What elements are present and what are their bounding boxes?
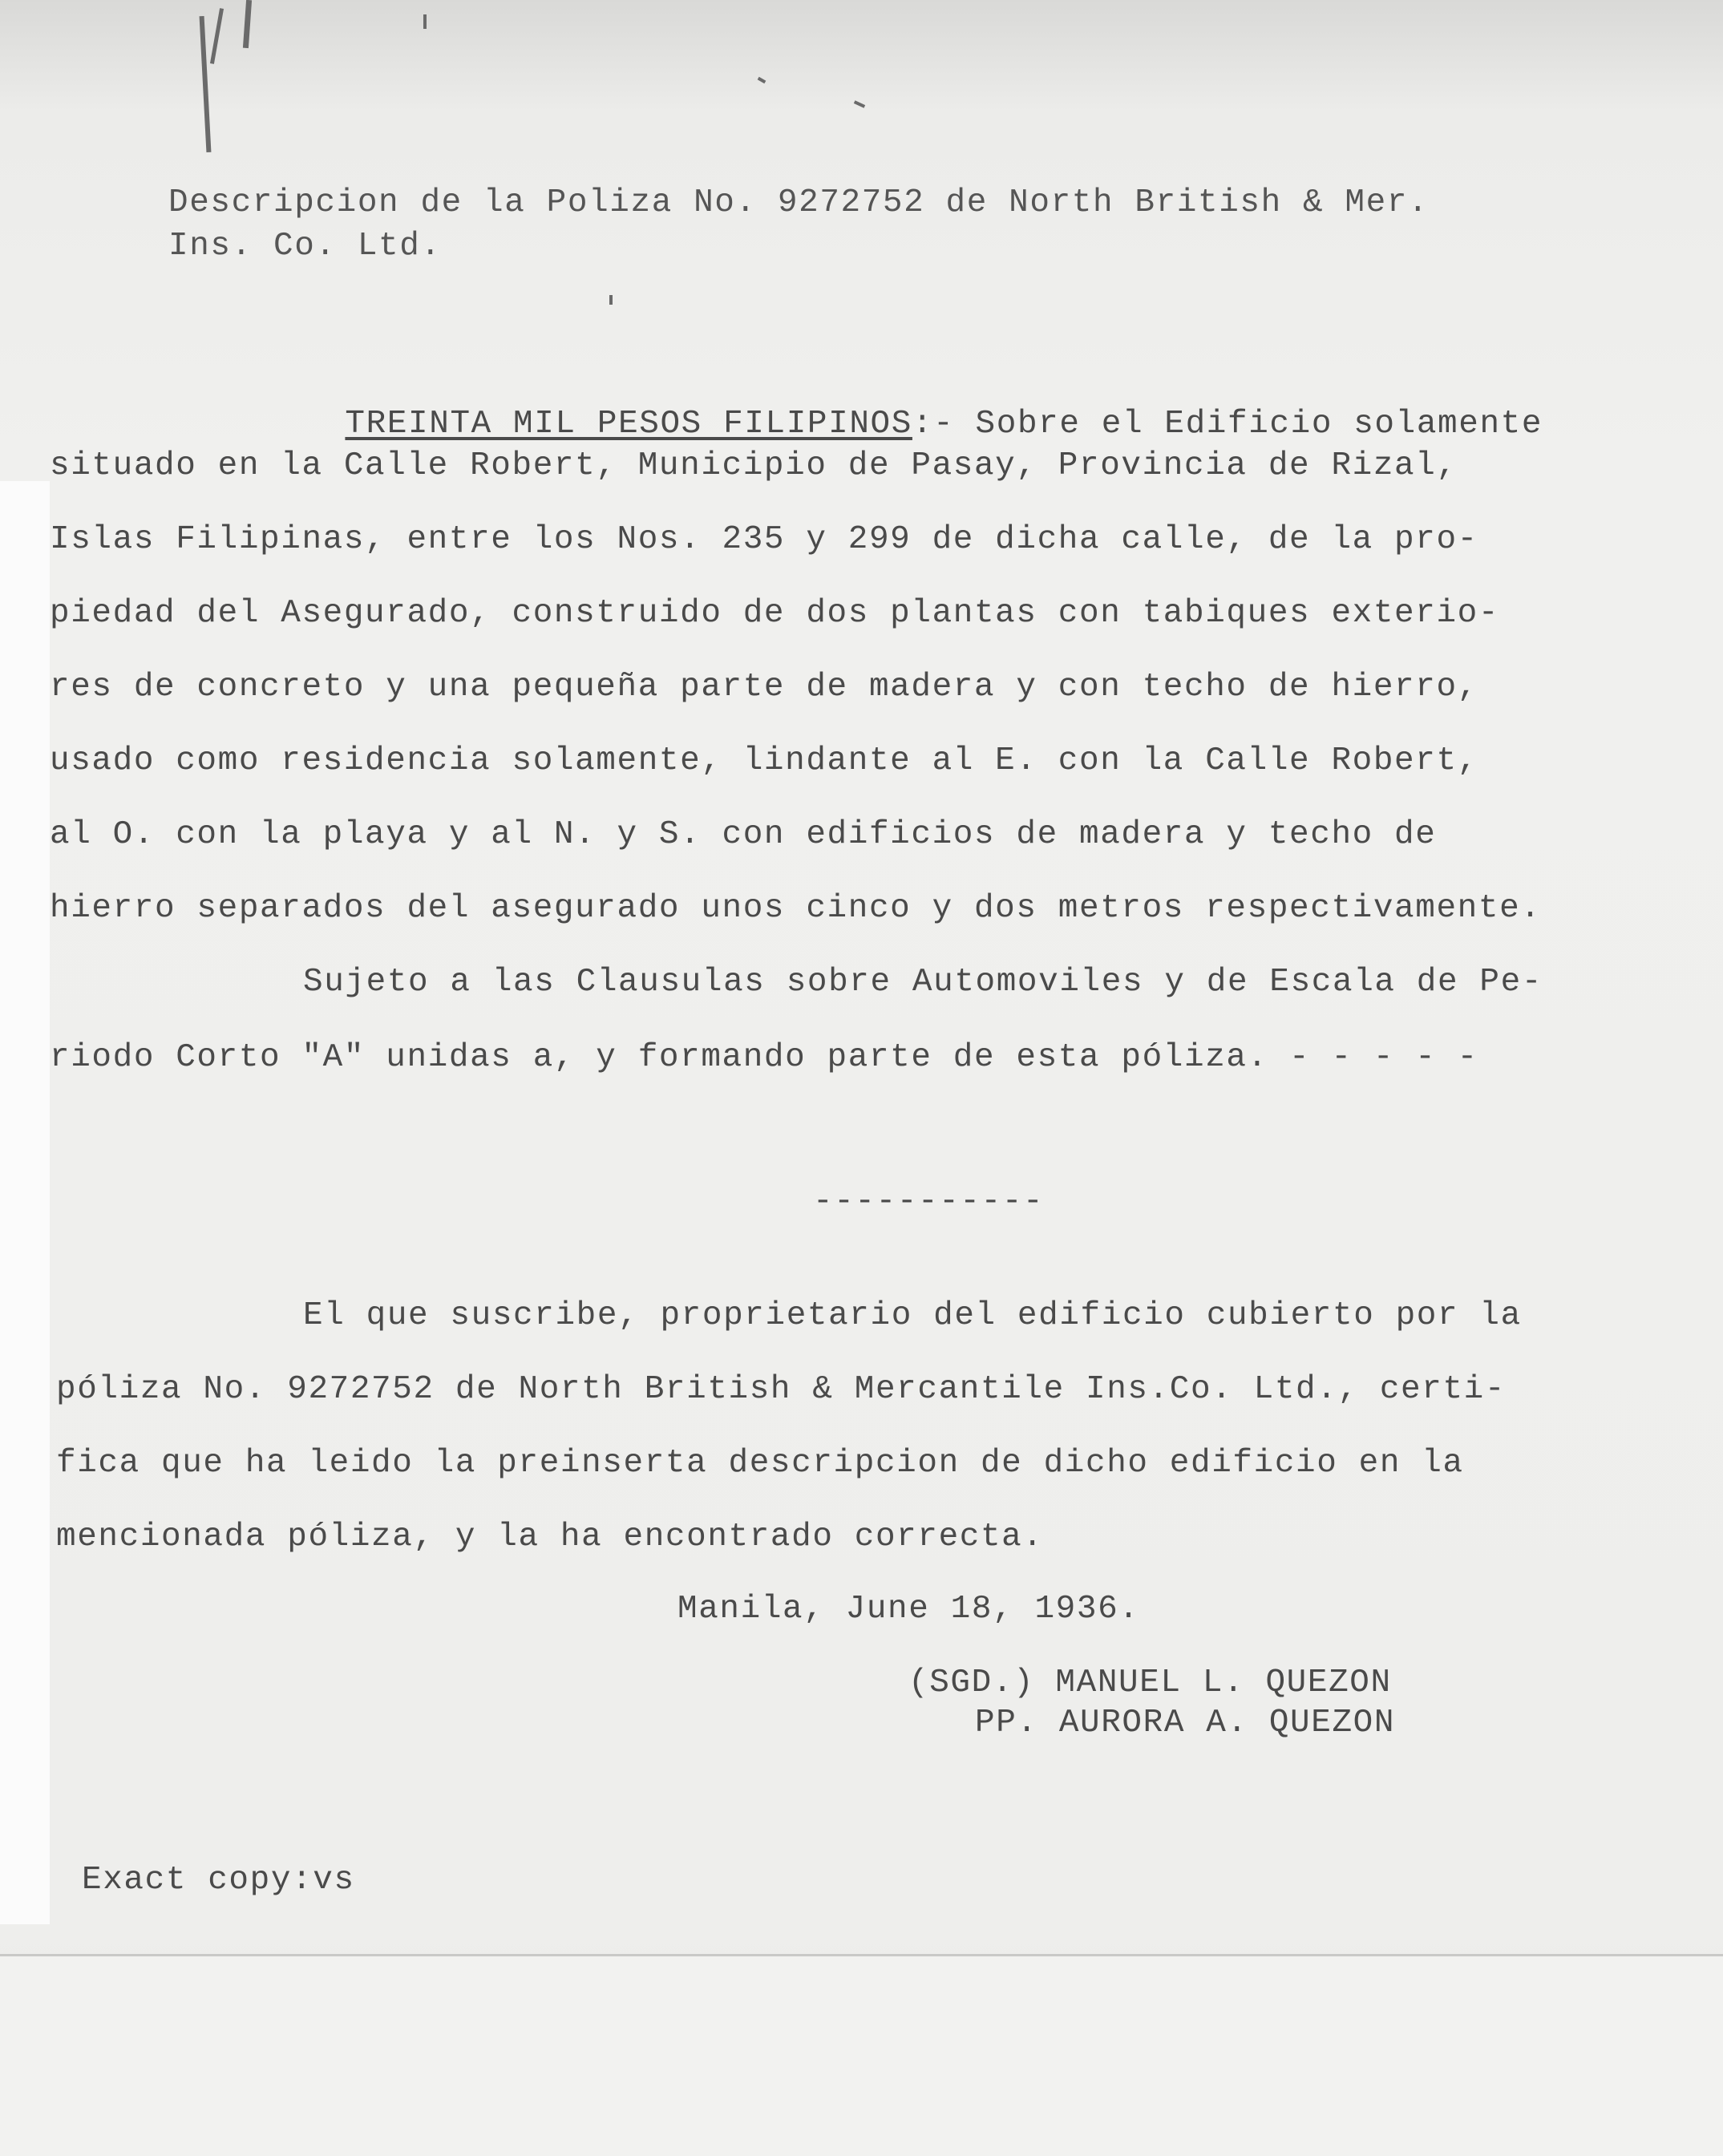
certification-line: fica que ha leido la preinserta descripcion de dicho edificio en la (56, 1445, 1464, 1482)
header-line-1: Descripcion de la Poliza No. 9272752 de North British & Mer. (168, 184, 1430, 221)
description-line: situado en la Calle Robert, Municipio de Pasay, Provincia de Rizal, (50, 447, 1458, 484)
clause-line: Sujeto a las Clausulas sobre Automoviles y de Escala de Pe- (303, 964, 1543, 1001)
certification-line: póliza No. 9272752 de North British & Mercantile Ins.Co. Ltd., certi- (56, 1371, 1507, 1408)
description-line: usado como residencia solamente, lindante al E. con la Calle Robert, (50, 742, 1478, 779)
description-line: al O. con la playa y al N. y S. con edificios de madera y techo de (50, 816, 1437, 853)
signature-line-1: (SGD.) MANUEL L. QUEZON (908, 1665, 1392, 1701)
description-line: hierro separados del asegurado unos cinco y dos metros respectivamente. (50, 890, 1542, 927)
clause-line: riodo Corto "A" unidas a, y formando parte de esta póliza. - - - - - (50, 1039, 1478, 1076)
lower-page (0, 1956, 1723, 2156)
header-line-2: Ins. Co. Ltd. (168, 228, 442, 265)
signature-line-2: PP. AURORA A. QUEZON (975, 1705, 1396, 1741)
place-date: Manila, June 18, 1936. (677, 1591, 1140, 1628)
certification-line: El que suscribe, proprietario del edificio cubierto por la (303, 1297, 1522, 1334)
page-edge-strip (0, 481, 50, 1924)
ink-mark (609, 295, 613, 305)
description-heading-suffix: :- Sobre el Edificio solamente (912, 406, 1543, 443)
description-heading-line (303, 364, 1543, 444)
section-separator: ----------- (813, 1183, 1045, 1220)
description-line: piedad del Asegurado, construido de dos plantas con tabiques exterio- (50, 595, 1500, 632)
exact-copy-note: Exact copy:vs (82, 1862, 355, 1899)
description-line: res de concreto y una pequeña parte de madera y con techo de hierro, (50, 669, 1478, 706)
ink-mark (423, 14, 427, 29)
description-line: Islas Filipinas, entre los Nos. 235 y 299 de dicha calle, de la pro- (50, 521, 1478, 558)
description-heading: TREINTA MIL PESOS FILIPINOS (345, 406, 912, 443)
certification-line: mencionada póliza, y la ha encontrado correcta. (56, 1519, 1044, 1555)
